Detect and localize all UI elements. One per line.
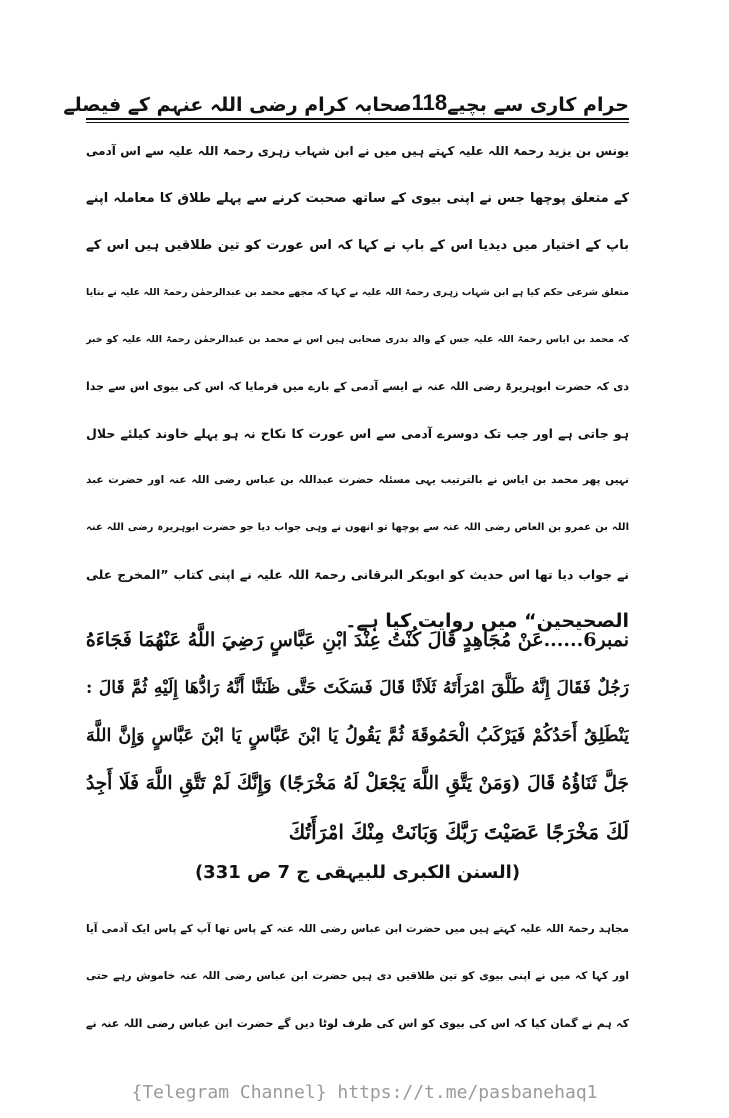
paragraph-1 [86,128,629,645]
text-line: دی کہ حضرت ابوہریرۃ رضی اللہ عنہ نے ایسے آدمی کے بارے میں فرمایا کہ اس کی بیوی اس سے جدا [86,380,629,393]
text-line: کہ محمد بن ایاس رحمۃ اللہ علیہ جس کے والد بدری صحابی ہیں اس نے محمد بن عبدالرحمٰن رحمۃ اللہ علیہ کو خبر [86,334,629,345]
text-line: اور کہا کہ میں نے اپنی بیوی کو تین طلاقیں دی ہیں حضرت ابن عباس رضی اللہ عنہ خاموش رہے حتی [86,970,629,982]
text-line: باپ کے اختیار میں دیدیا اس کے باپ نے کہا کہ اس عورت کو تین طلاقیں ہیں اس کے [86,238,629,253]
text-line: نے جواب دیا تھا اس حدیث کو ابوبکر البرقانی رحمۃ اللہ علیہ نے اپنی کتاب ”المخرج علی [86,567,629,582]
text-line: نہیں پھر محمد بن ایاس نے بالترتیب یہی مسئلہ حضرت عبداللہ بن عباس رضی اللہ عنہ اور حضرت عبد [86,474,629,486]
paragraph-2 [86,906,629,1047]
arabic-line: رَجُلٌ فَقَالَ إِنَّهُ طَلَّقَ امْرَأَتَهُ ثَلَاثًا قَالَ فَسَكَتَ حَتَّى ظَنَنَّا أَنَّهُ رَادُّهَا إِلَيْهِ ثُمَّ قَالَ : [86,678,629,698]
arabic-line: نمبر6......عَنْ مُجَاهِدٍ قَالَ كُنْتُ عِنْدَ ابْنِ عَبَّاسٍ رَضِيَ اللَّهُ عَنْهُمَا فَجَاءَهُ [86,629,629,651]
text-line: یونس بن یزید رحمۃ اللہ علیہ کہتے ہیں میں نے ابن شہاب زہری رحمۃ اللہ علیہ سے اس آدمی [86,144,629,158]
arabic-line: يَنْطَلِقُ أَحَدُكُمْ فَيَرْكَبُ الْحَمُوقَةَ ثُمَّ يَقُولُ يَا ابْنَ عَبَّاسٍ يَا ابْنَ عَبَّاسٍ وَإِنَّ اللَّهَ [86,726,629,746]
telegram-watermark: {Telegram Channel} https://t.me/pasbanehaq1 [131,1082,598,1103]
text-line: الصحیحین“ میں روایت کیا ہے۔ [345,610,629,632]
header-rule [86,118,629,123]
source-reference: (السنن الکبری للبیہقی ج 7 ص 331) [194,862,521,883]
running-header [63,86,629,116]
text-line: کے متعلق پوچھا جس نے اپنی بیوی کے ساتھ صحبت کرنے سے پہلے طلاق کا معاملہ اپنے [86,191,629,206]
text-line: مجاہد رحمۃ اللہ علیہ کہتے ہیں میں حضرت ابن عباس رضی اللہ عنہ کے پاس تھا آپ کے پاس ایک آدمی آیا [86,923,629,935]
text-line: متعلق شرعی حکم کیا ہے ابن شہاب زہری رحمۃ اللہ علیہ نے کہا کہ مجھے محمد بن عبدالرحمٰن رحمۃ اللہ علیہ نے بتایا [86,287,629,298]
text-line: کہ ہم نے گمان کیا کہ اس کی بیوی کو اس کی طرف لوٹا دیں گے حضرت ابن عباس رضی اللہ عنہ نے [86,1017,629,1030]
arabic-line: لَكَ مَخْرَجًا عَصَيْتَ رَبَّكَ وَبَانَتْ مِنْكَ امْرَأَتُكَ [288,820,629,844]
text-line: ہو جاتی ہے اور جب تک دوسرے آدمی سے اس عورت کا نکاح نہ ہو پہلے خاوند کیلئے حلال [86,426,629,441]
page-number: 118 [411,90,448,115]
text-line: اللہ بن عمرو بن العاص رضی اللہ عنہ سے پوچھا تو انھوں نے وہی جواب دیا جو حضرت ابوہریرہ رضی اللہ عنہ [86,522,629,533]
arabic-line: جَلَّ ثَنَاؤُهُ قَالَ (وَمَنْ يَتَّقِ اللَّهَ يَجْعَلْ لَهُ مَخْرَجًا) وَإِنَّكَ لَمْ تَتَّقِ اللَّهَ فَلَا أَجِدُ [86,773,629,794]
header-chapter-title: حرام کاری سے بچیے [447,94,629,116]
arabic-hadith [86,616,629,856]
header-book-title: صحابہ کرام رضی اللہ عنہم کے فیصلے [63,94,412,116]
